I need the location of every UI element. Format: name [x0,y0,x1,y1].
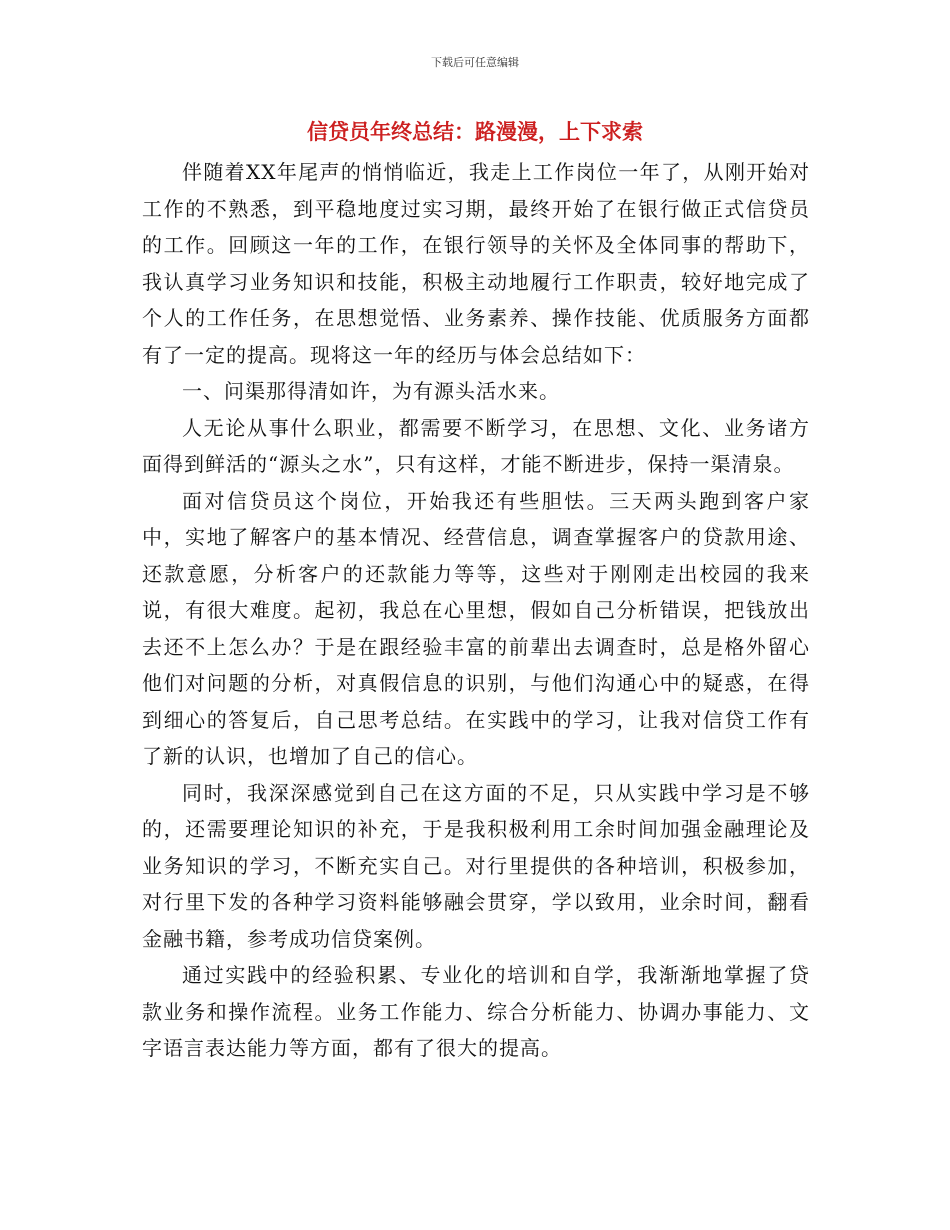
page-header-note: 下载后可任意编辑 [431,56,519,69]
paragraph-practice: 面对信贷员这个岗位，开始我还有些胆怯。三天两头跑到客户家中，实地了解客户的基本情况、经营信息，调查掌握客户的贷款用途、还款意愿，分析客户的还款能力等等，这些对于刚刚走出校园的我来说，有很大难度。起初，我总在心里想，假如自己分析错误，把钱放出去还不上怎么办？于是在跟经验丰富的前辈出去调查时，总是格外留心他们对问题的分析，对真假信息的识别，与他们沟通心中的疑惑，在得到细心的答复后，自己思考总结。在实践中的学习，让我对信贷工作有了新的认识，也增加了自己的信心。 [142,488,810,768]
document-body [142,154,810,1067]
section-heading-1: 一、问渠那得清如许，为有源头活水来。 [182,379,560,403]
paragraph-intro: 伴随着XX年尾声的悄悄临近，我走上工作岗位一年了，从刚开始对工作的不熟悉，到平稳地度过实习期，最终开始了在银行做正式信贷员的工作。回顾这一年的工作，在银行领导的关怀及全体同事的帮助下，我认真学习业务知识和技能，积极主动地履行工作职责，较好地完成了个人的工作任务，在思想觉悟、业务素养、操作技能、优质服务方面都有了一定的提高。现将这一年的经历与体会总结如下： [142,160,810,367]
paragraph-theory: 同时，我深深感觉到自己在这方面的不足，只从实践中学习是不够的，还需要理论知识的补充，于是我积极利用工余时间加强金融理论及业务知识的学习，不断充实自己。对行里提供的各种培训，积极参加，对行里下发的各种学习资料能够融会贯穿，学以致用，业余时间，翻看金融书籍，参考成功信贷案例。 [142,780,810,951]
paragraph-learning: 人无论从事什么职业，都需要不断学习，在思想、文化、业务诸方面得到鲜活的“源头之水”，只有这样，才能不断进步，保持一渠清泉。 [142,415,810,476]
document-title: 信贷员年终总结：路漫漫，上下求索 [307,120,643,144]
paragraph-improvement: 通过实践中的经验积累、专业化的培训和自学，我渐渐地掌握了贷款业务和操作流程。业务工作能力、综合分析能力、协调办事能力、文字语言表达能力等方面，都有了很大的提高。 [142,963,810,1060]
